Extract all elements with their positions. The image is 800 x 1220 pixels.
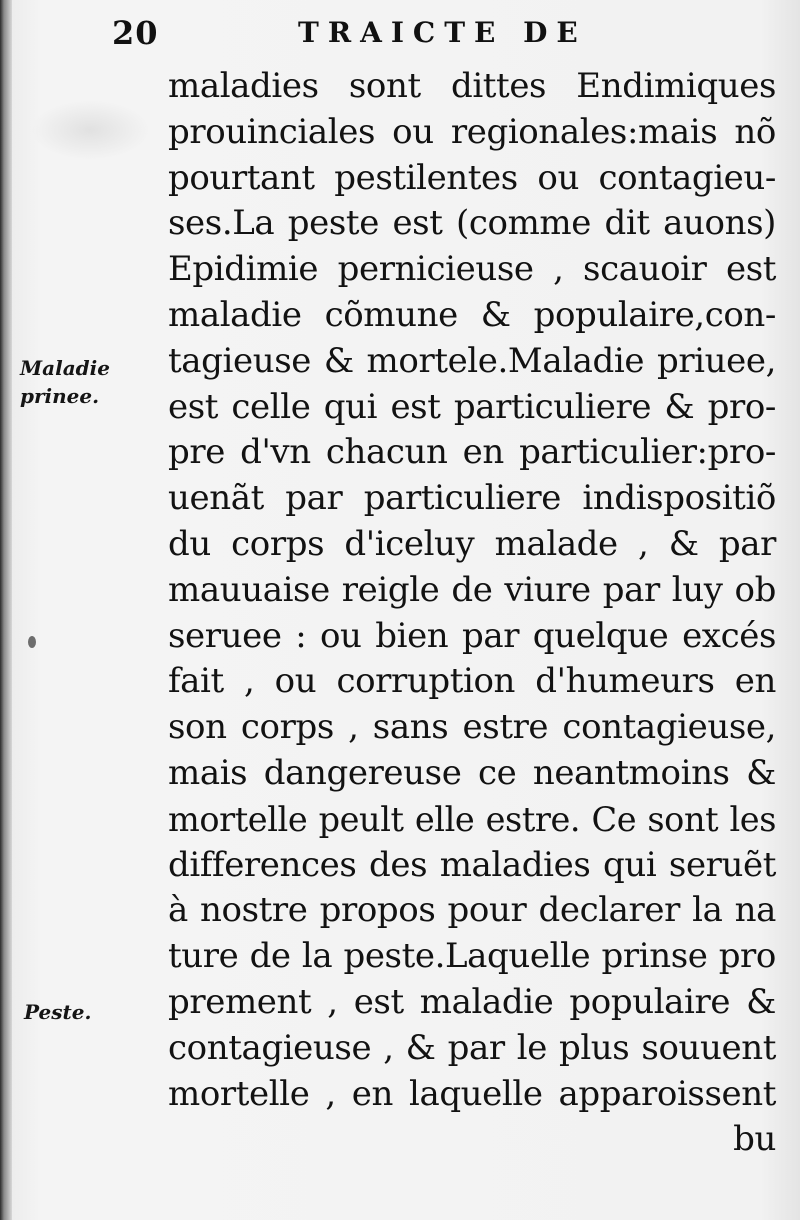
show-through-ink	[30, 100, 150, 160]
running-title: TRAICTE DE	[298, 16, 587, 49]
text-line: pourtant pestilentes ou contagieu-	[168, 157, 776, 198]
text-line: maladies sont dittes Endimiques	[168, 66, 776, 106]
text-line: Epidimie pernicieuse , scauoir est	[168, 249, 776, 290]
text-line: differences des maladies qui seruẽt	[168, 844, 776, 885]
catchword: bu	[733, 1119, 776, 1160]
page-header	[0, 14, 800, 54]
text-line: fait , ou corruption d'humeurs en	[168, 661, 776, 702]
margin-note-peste: Peste.	[24, 1000, 92, 1024]
text-line: mauuaise reigle de viure par luy ob	[168, 569, 776, 610]
page-gutter-edge	[0, 0, 12, 1220]
text-line: du corps d'iceluy malade , & par	[168, 523, 776, 564]
text-line: ture de la peste.Laquelle prinse pro	[168, 936, 776, 977]
text-line: mortelle peult elle estre. Ce sont les	[168, 799, 776, 839]
page-number: 20	[112, 14, 159, 52]
text-line: est celle qui est particuliere & pro-	[168, 386, 776, 427]
body-text	[168, 64, 776, 1162]
text-line: son corps , sans estre contagieuse,	[168, 707, 776, 748]
text-line: à nostre propos pour declarer la na	[168, 890, 776, 931]
text-line: tagieuse & mortele.Maladie priuee,	[168, 340, 776, 381]
text-line: seruee : ou bien par quelque excés	[168, 615, 776, 656]
text-line: ses.La peste est (comme dit auons)	[168, 203, 776, 244]
text-line: mais dangereuse ce neantmoins &	[168, 752, 776, 793]
text-line: pre d'vn chacun en particulier:pro-	[168, 432, 776, 473]
text-line: maladie cõmune & populaire,con-	[168, 294, 776, 335]
ink-spot	[28, 636, 36, 648]
text-line: prement , est maladie populaire &	[168, 981, 776, 1022]
text-line: mortelle , en laquelle apparoissent	[168, 1073, 776, 1114]
text-line: uenãt par particuliere indispositiõ	[168, 478, 776, 519]
margin-note-maladie-prinee: Maladie prinee.	[20, 356, 110, 408]
text-line: prouinciales ou regionales:mais nõ	[168, 111, 776, 152]
text-line: contagieuse , & par le plus souuent	[168, 1027, 776, 1068]
